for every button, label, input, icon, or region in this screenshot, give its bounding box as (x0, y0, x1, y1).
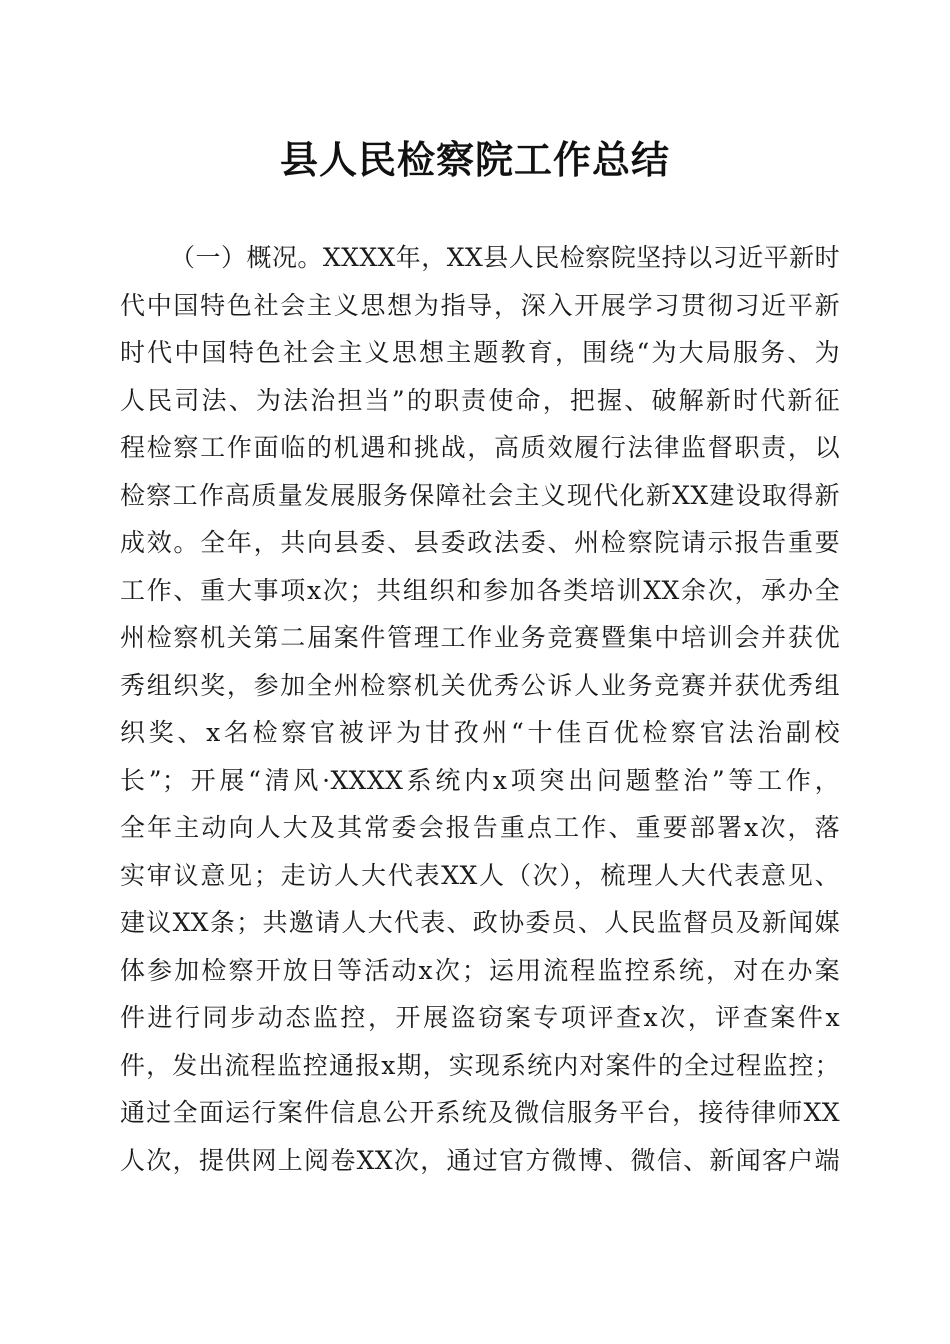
paragraph-line: （一）概况。XXXX年，XX县人民检察院坚持以习近平新时 (170, 243, 840, 272)
paragraph-line: 工作、重大事项x次；共组织和参加各类培训XX余次，承办全 (120, 575, 840, 605)
paragraph-line: 代中国特色社会主义思想为指导，深入开展学习贯彻习近平新 (120, 290, 840, 320)
paragraph-line: 全年主动向人大及其常委会报告重点工作、重要部署x次，落 (120, 813, 840, 842)
paragraph-line: 实审议意见；走访人大代表XX人（次），梳理人大代表意见、 (120, 860, 840, 890)
paragraph-line: 体参加检察开放日等活动x次；运用流程监控系统，对在办案 (120, 955, 840, 985)
paragraph-line: 通过全面运行案件信息公开系统及微信服务平台，接待律师XX (120, 1098, 840, 1127)
paragraph-line: 成效。全年，共向县委、县委政法委、州检察院请示报告重要 (120, 528, 840, 557)
paragraph-line: 长”；开展“清风·XXXX系统内x项突出问题整治”等工作， (120, 765, 840, 795)
paragraph-line: 件，发出流程监控通报x期，实现系统内对案件的全过程监控； (120, 1050, 840, 1080)
body-paragraph (120, 234, 840, 1184)
paragraph-line: 程检察工作面临的机遇和挑战，高质效履行法律监督职责，以 (120, 433, 840, 462)
paragraph-line: 人民司法、为法治担当”的职责使命，把握、破解新时代新征 (120, 385, 840, 415)
paragraph-line: 秀组织奖，参加全州检察机关优秀公诉人业务竞赛并获优秀组 (120, 670, 840, 700)
document-title: 县人民检察院工作总结 (279, 137, 670, 182)
paragraph-line: 州检察机关第二届案件管理工作业务竞赛暨集中培训会并获优 (120, 623, 840, 652)
paragraph-line: 检察工作高质量发展服务保障社会主义现代化新XX建设取得新 (120, 480, 840, 510)
paragraph-line: 时代中国特色社会主义思想主题教育，围绕“为大局服务、为 (120, 338, 840, 367)
paragraph-line: 人次，提供网上阅卷XX次，通过官方微博、微信、新闻客户端 (120, 1145, 840, 1175)
paragraph-line: 建议XX条；共邀请人大代表、政协委员、人民监督员及新闻媒 (120, 908, 840, 937)
paragraph-line: 件进行同步动态监控，开展盗窃案专项评查x次，评查案件x (120, 1003, 840, 1032)
paragraph-line: 织奖、x名检察官被评为甘孜州“十佳百优检察官法治副校 (120, 718, 840, 747)
